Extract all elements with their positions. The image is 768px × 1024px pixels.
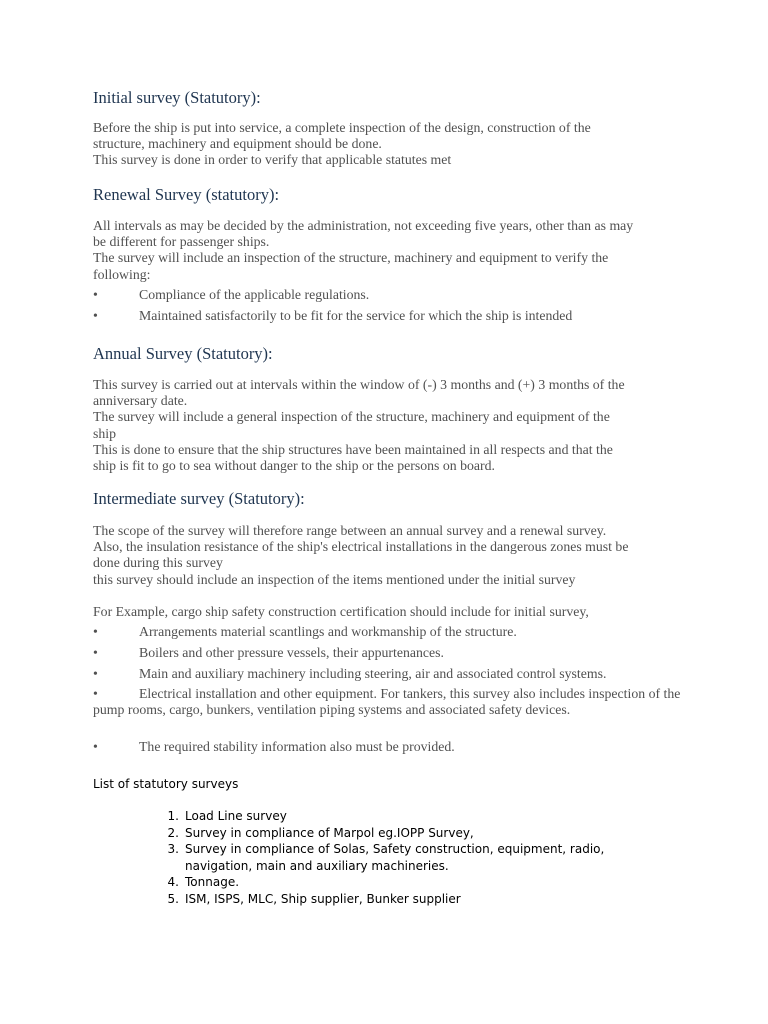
list-number: 2.	[167, 825, 179, 840]
text-line: done during this survey	[93, 555, 223, 571]
text-line: Before the ship is put into service, a complete inspection of the design, construction of the	[93, 120, 591, 135]
bullet-icon: •	[93, 308, 98, 323]
list-item	[161, 891, 671, 908]
list-item-text: Survey in compliance of Solas, Safety construction, equipment, radio, navigation, main and auxiliary machineries.	[185, 842, 605, 873]
text-line: ship is fit to go to sea without danger to the ship or the persons on board.	[93, 458, 495, 474]
list-item-text: Load Line survey	[185, 809, 287, 823]
list-number: 3.	[167, 842, 179, 856]
heading-intermediate-survey: Intermediate survey (Statutory):	[93, 489, 305, 508]
bullet-item	[93, 645, 683, 661]
text-line: The scope of the survey will therefore range between an annual survey and a renewal survey.	[93, 523, 607, 538]
bullet-icon: •	[93, 645, 98, 660]
bullet-item	[93, 739, 683, 755]
list-item-text: ISM, ISPS, MLC, Ship supplier, Bunker supplier	[185, 891, 461, 906]
list-item-text: Survey in compliance of Marpol eg.IOPP Survey,	[185, 825, 474, 840]
text-line: ship	[93, 425, 116, 441]
paragraph-annual-survey	[93, 377, 683, 474]
list-item	[161, 808, 671, 825]
text-line: This is done to ensure that the ship structures have been maintained in all respects and that the	[93, 441, 613, 457]
bullet-item	[93, 624, 683, 640]
bullet-text: Main and auxiliary machinery including steering, air and associated control systems.	[139, 666, 607, 681]
text-line: This survey is done in order to verify that applicable statutes met	[93, 152, 452, 168]
paragraph-intermediate-survey	[93, 523, 683, 588]
bullet-text: Compliance of the applicable regulations.	[139, 287, 370, 302]
heading-renewal-survey: Renewal Survey (statutory):	[93, 185, 280, 204]
bullet-text: Maintained satisfactorily to be fit for the service for which the ship is intended	[139, 308, 573, 323]
bullet-icon: •	[93, 686, 98, 701]
bullet-icon: •	[93, 287, 98, 302]
text-line: The survey will include a general inspection of the structure, machinery and equipment of the	[93, 409, 610, 425]
paragraph-initial-survey	[93, 120, 683, 169]
bullet-icon: •	[93, 624, 98, 639]
bullet-text: Electrical installation and other equipment. For tankers, this survey also includes inspection of the pump rooms, cargo, bunkers, ventilation piping systems and associated safety devices.	[93, 686, 681, 718]
text-line: Also, the insulation resistance of the ship's electrical installations in the dangerous zones must be	[93, 539, 629, 555]
list-number: 5.	[167, 891, 179, 906]
text-line: anniversary date.	[93, 393, 188, 409]
text-line: structure, machinery and equipment should be done.	[93, 136, 382, 152]
statutory-list-title: List of statutory surveys	[93, 777, 239, 791]
text-line: This survey is carried out at intervals within the window of (-) 3 months and (+) 3 months of the	[93, 377, 625, 392]
bullet-text: The required stability information also must be provided.	[139, 739, 455, 754]
bullet-icon: •	[93, 739, 98, 754]
bullet-item	[93, 666, 683, 682]
list-item	[161, 841, 671, 874]
list-item	[161, 874, 671, 891]
bullet-item	[93, 686, 683, 718]
bullet-item	[93, 287, 683, 303]
statutory-list	[161, 808, 671, 907]
bullet-icon: •	[93, 666, 98, 681]
heading-annual-survey: Annual Survey (Statutory):	[93, 344, 273, 363]
heading-initial-survey: Initial survey (Statutory):	[93, 88, 261, 107]
text-line: following:	[93, 266, 151, 282]
list-item	[161, 825, 671, 842]
text-line: For Example, cargo ship safety construction certification should include for initial survey,	[93, 604, 589, 619]
bullet-item	[93, 308, 683, 324]
text-line: this survey should include an inspection of the items mentioned under the initial survey	[93, 571, 576, 587]
example-paragraph	[93, 604, 683, 620]
bullet-text: Boilers and other pressure vessels, their appurtenances.	[139, 645, 444, 660]
bullet-text: Arrangements material scantlings and workmanship of the structure.	[139, 624, 517, 639]
list-item-text: Tonnage.	[185, 875, 240, 889]
list-number: 4.	[167, 875, 179, 889]
text-line: be different for passenger ships.	[93, 234, 270, 250]
list-number: 1.	[167, 809, 179, 823]
text-line: The survey will include an inspection of the structure, machinery and equipment to verify the	[93, 250, 609, 266]
paragraph-renewal-survey	[93, 218, 683, 283]
text-line: All intervals as may be decided by the administration, not exceeding five years, other than as may	[93, 218, 634, 233]
